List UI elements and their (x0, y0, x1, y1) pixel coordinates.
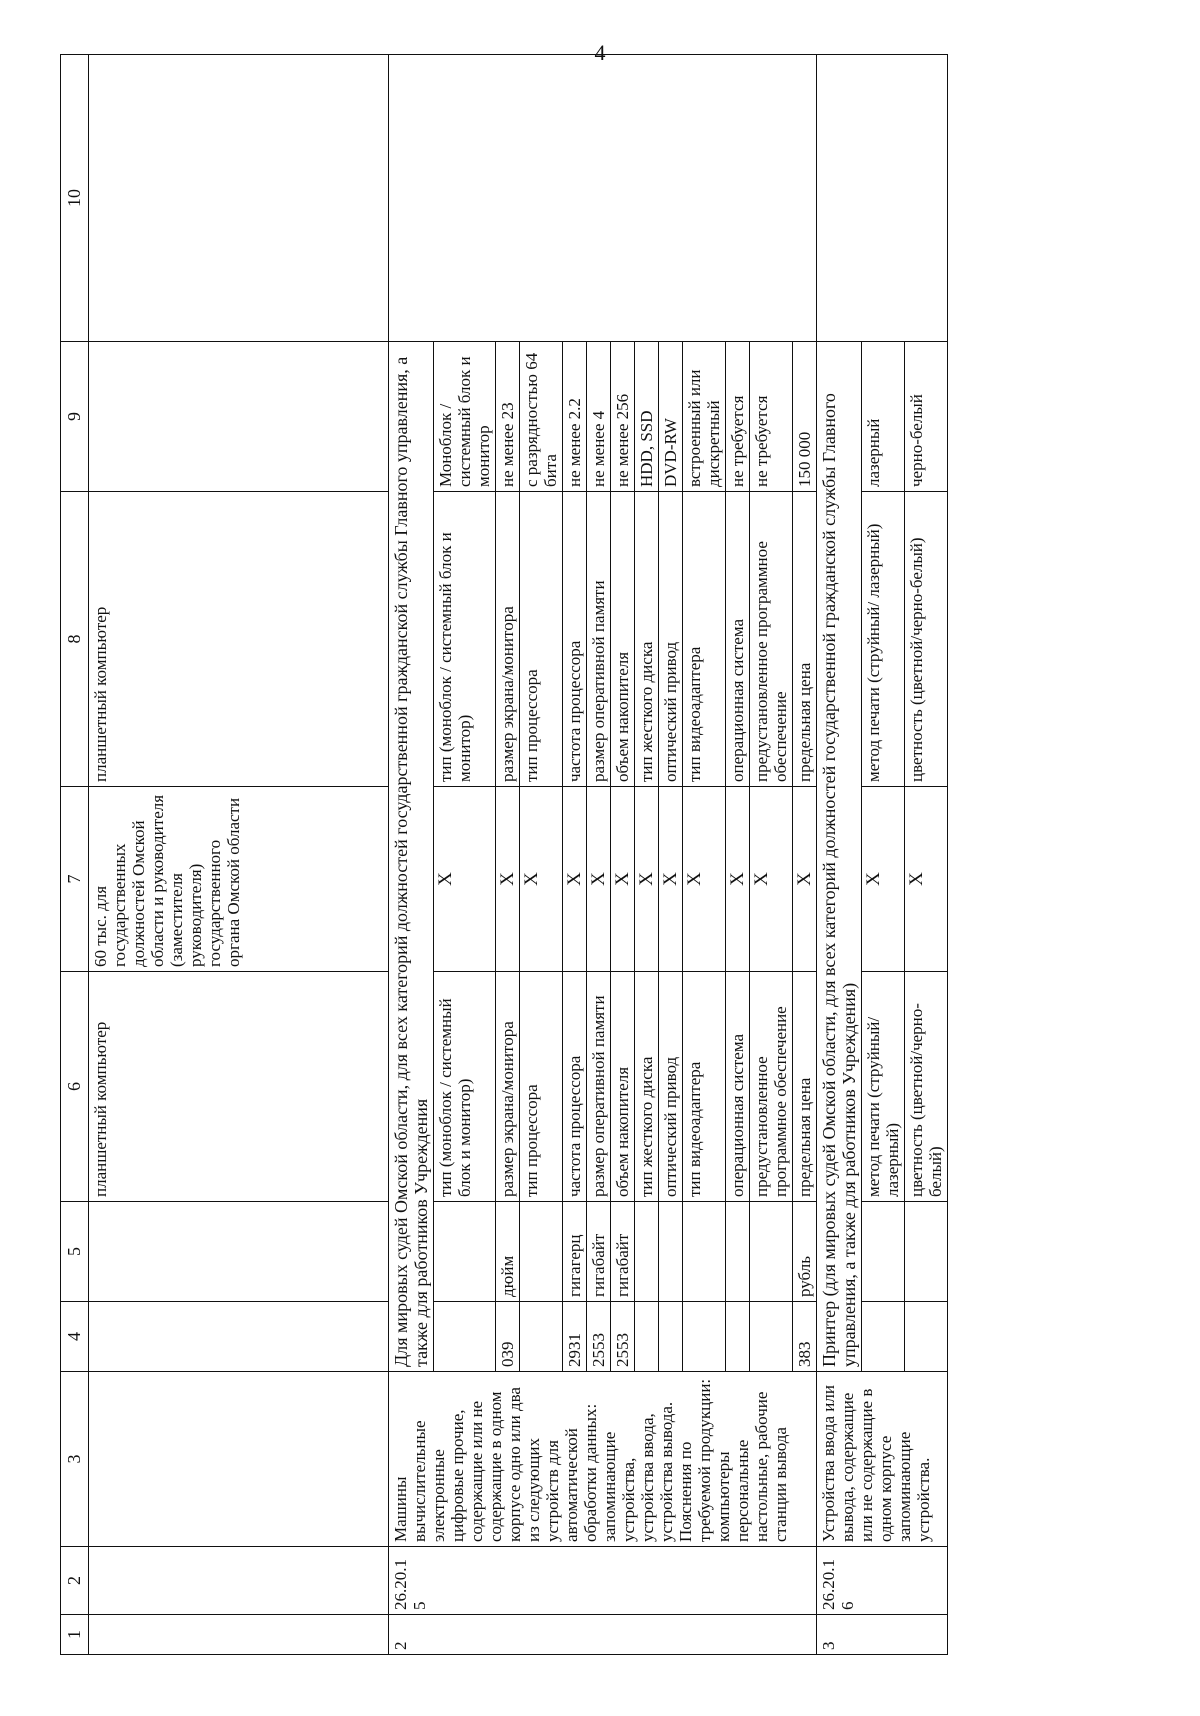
characteristic: метод печати (струйный/ лазерный) (862, 492, 905, 787)
value-mark: X (726, 787, 750, 972)
characteristic: размер оперативной памяти (587, 972, 611, 1202)
value: 150 000 (793, 342, 817, 492)
okei-code (726, 1302, 750, 1372)
table-cell (89, 1202, 389, 1302)
table-cell (89, 1302, 389, 1372)
characteristic: размер экрана/монитора (496, 972, 520, 1202)
okei-code: 2553 (611, 1302, 635, 1372)
value: не менее 4 (587, 342, 611, 492)
value: Моноблок / системный блок и монитор (434, 342, 496, 492)
col-number: 8 (61, 492, 89, 787)
table-cell (389, 55, 817, 342)
col-number: 9 (61, 342, 89, 492)
page-number: 4 (594, 40, 606, 65)
col-number: 7 (61, 787, 89, 972)
characteristic: частота процессора (563, 492, 587, 787)
unit (520, 1202, 563, 1302)
table-cell: 60 тыс. для государственных должностей Омской области и руководителя (заместителя руководителя) государственного органа Омской области (89, 787, 389, 972)
section-header: Для мировых судей Омской области, для всех категорий должностей государственной гражданской службы Главного управления, а также для работников Учреждения (389, 342, 434, 1372)
characteristic: размер оперативной памяти (587, 492, 611, 787)
value-mark: X (520, 787, 563, 972)
value-mark: X (563, 787, 587, 972)
okei-code: 383 (793, 1302, 817, 1372)
value-mark: X (750, 787, 793, 972)
characteristic: тип жесткого диска (635, 492, 659, 787)
okei-code (434, 1302, 496, 1372)
value: DVD-RW (659, 342, 683, 492)
characteristic: предустановленное программное обеспечение (750, 492, 793, 787)
value: с разрядностью 64 бита (520, 342, 563, 492)
value: лазерный (862, 342, 905, 492)
value: не менее 23 (496, 342, 520, 492)
value: не менее 256 (611, 342, 635, 492)
col-number: 2 (61, 1547, 89, 1615)
okei-code: 2553 (587, 1302, 611, 1372)
table-cell (89, 1547, 389, 1615)
section-header: Принтер (для мировых судей Омской области, для всех категорий должностей государственной гражданской службы Главного управления, а также для работников Учреждения) (817, 342, 862, 1372)
okpd-code: 26.20.16 (817, 1547, 948, 1615)
unit (726, 1202, 750, 1302)
col-number: 3 (61, 1372, 89, 1547)
okei-code (862, 1302, 905, 1372)
value-mark: X (496, 787, 520, 972)
characteristic: тип видеоадаптера (683, 492, 726, 787)
col-number: 10 (61, 55, 89, 342)
characteristic: цветность (цветной/черно-белый) (905, 972, 948, 1202)
value-mark: X (587, 787, 611, 972)
okpd-code: 26.20.15 (389, 1547, 817, 1615)
value-mark: X (611, 787, 635, 972)
characteristic: размер экрана/монитора (496, 492, 520, 787)
unit: гигабайт (611, 1202, 635, 1302)
unit (905, 1202, 948, 1302)
value: не менее 2.2 (563, 342, 587, 492)
characteristic: операционная система (726, 972, 750, 1202)
characteristic: объем накопителя (611, 972, 635, 1202)
value-mark: X (905, 787, 948, 972)
okei-code: 039 (496, 1302, 520, 1372)
characteristic: предельная цена (793, 972, 817, 1202)
unit: гигагерц (563, 1202, 587, 1302)
characteristic: оптический привод (659, 972, 683, 1202)
characteristic: оптический привод (659, 492, 683, 787)
table-cell (89, 342, 389, 492)
table-cell: планшетный компьютер (89, 972, 389, 1202)
rotated-table-wrapper (60, 55, 1140, 1655)
table-cell: планшетный компьютер (89, 492, 389, 787)
table-cell (89, 1615, 389, 1655)
characteristic: операционная система (726, 492, 750, 787)
unit: гигабайт (587, 1202, 611, 1302)
okei-code (520, 1302, 563, 1372)
characteristic: тип процессора (520, 972, 563, 1202)
value-mark: X (683, 787, 726, 972)
value-mark: X (793, 787, 817, 972)
characteristic: частота процессора (563, 972, 587, 1202)
row-number: 3 (817, 1615, 948, 1655)
characteristic: тип жесткого диска (635, 972, 659, 1202)
value: встроенный или дискретный (683, 342, 726, 492)
col-number: 1 (61, 1615, 89, 1655)
value-mark: X (659, 787, 683, 972)
section-row (389, 55, 434, 1655)
specification-table (60, 54, 948, 1655)
characteristic: тип (моноблок / системный блок и монитор) (434, 972, 496, 1202)
characteristic: предельная цена (793, 492, 817, 787)
product-name: Машины вычислительные электронные цифровые прочие, содержащие или не содержащие в одном корпусе одно или два из следующих устройств для автоматической обработки данных: запоминающие устройства, устройства ввода, устройства вывода. Пояснения по требуемой продукции: компьютеры персональные настольные, рабочие станции вывода (389, 1372, 817, 1547)
value-mark: X (862, 787, 905, 972)
col-number: 4 (61, 1302, 89, 1372)
unit (750, 1202, 793, 1302)
value: черно-белый (905, 342, 948, 492)
characteristic: объем накопителя (611, 492, 635, 787)
table-cell (817, 55, 948, 342)
table-cell (89, 55, 389, 342)
okei-code: 2931 (563, 1302, 587, 1372)
col-number: 5 (61, 1202, 89, 1302)
characteristic: цветность (цветной/черно-белый) (905, 492, 948, 787)
okei-code (905, 1302, 948, 1372)
product-name: Устройства ввода или вывода, содержащие или не содержащие в одном корпусе запоминающие устройства. (817, 1372, 948, 1547)
unit: рубль (793, 1202, 817, 1302)
unit (434, 1202, 496, 1302)
okei-code (635, 1302, 659, 1372)
unit (862, 1202, 905, 1302)
characteristic: тип видеоадаптера (683, 972, 726, 1202)
unit (659, 1202, 683, 1302)
characteristic: метод печати (струйный/ лазерный) (862, 972, 905, 1202)
unit: дюйм (496, 1202, 520, 1302)
col-number: 6 (61, 972, 89, 1202)
okei-code (683, 1302, 726, 1372)
value-mark: X (635, 787, 659, 972)
column-numbers-row (61, 55, 89, 1655)
characteristic: тип (моноблок / системный блок и монитор) (434, 492, 496, 787)
value: не требуется (726, 342, 750, 492)
okei-code (659, 1302, 683, 1372)
characteristic: тип процессора (520, 492, 563, 787)
value: HDD, SSD (635, 342, 659, 492)
value-mark: X (434, 787, 496, 972)
table-row (89, 55, 389, 1655)
unit (635, 1202, 659, 1302)
row-number: 2 (389, 1615, 817, 1655)
unit (683, 1202, 726, 1302)
section-row (817, 55, 862, 1655)
value: не требуется (750, 342, 793, 492)
table-cell (89, 1372, 389, 1547)
okei-code (750, 1302, 793, 1372)
characteristic: предустановленное программное обеспечение (750, 972, 793, 1202)
